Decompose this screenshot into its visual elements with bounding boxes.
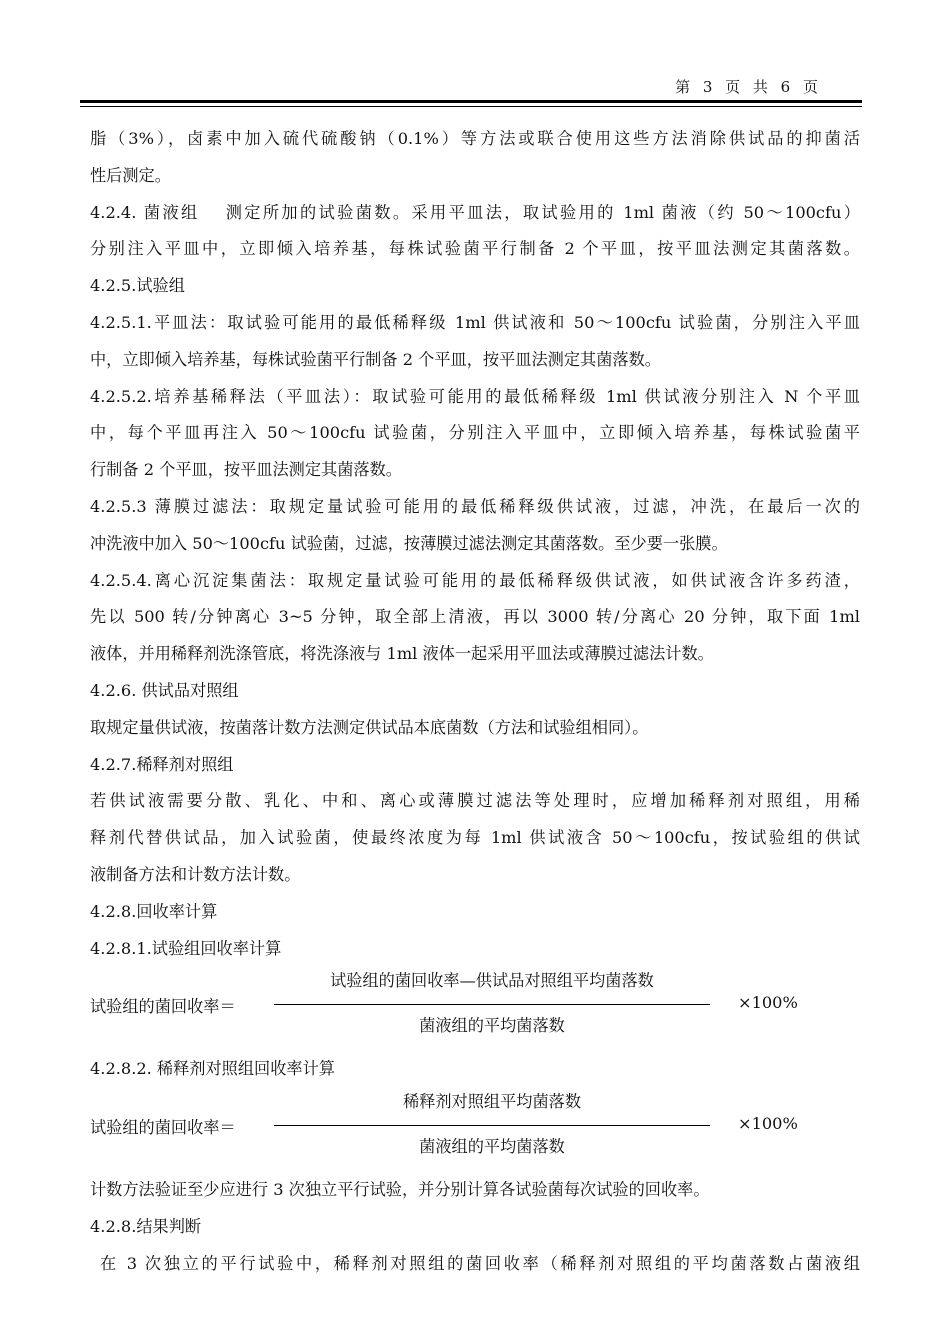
header-rule-thin xyxy=(80,106,862,107)
text-line: 释剂代替供试品，加入试验菌，使最终浓度为每 1ml 供试液含 50～100cfu，按试验组的供试 xyxy=(90,828,860,848)
section-heading: 4.2.8.1.试验组回收率计算 xyxy=(90,938,282,958)
text-line: 在 3 次独立的平行试验中，稀释剂对照组的菌回收率（稀释剂对照组的平均菌落数占菌液组 xyxy=(100,1253,860,1273)
text-line: 性后测定。 xyxy=(90,165,171,185)
text-line: 分别注入平皿中，立即倾入培养基，每株试验菌平行制备 2 个平皿，按平皿法测定其菌落数。 xyxy=(90,239,860,259)
formula-diluent-group-recovery xyxy=(90,1088,860,1172)
text-line: 4.2.5.1.平皿法：取试验可能用的最低稀释级 1ml 供试液和 50～100cfu 试验菌，分别注入平皿 xyxy=(90,312,860,332)
page-number: 第 3 页 共 6 页 xyxy=(675,78,822,96)
text-line: 中，立即倾入培养基，每株试验菌平行制备 2 个平皿，按平皿法测定其菌落数。 xyxy=(90,349,661,369)
text-line: 4.2.5.2.培养基稀释法（平皿法）：取试验可能用的最低稀释级 1ml 供试液分别注入 N 个平皿 xyxy=(90,386,860,406)
formula-numerator: 试验组的菌回收率—供试品对照组平均菌落数 xyxy=(330,971,654,991)
formula-numerator: 稀释剂对照组平均菌落数 xyxy=(402,1092,582,1112)
formula-lhs: 试验组的菌回收率＝ xyxy=(90,997,236,1017)
section-heading: 4.2.8.结果判断 xyxy=(90,1216,202,1236)
section-heading: 4.2.6. 供试品对照组 xyxy=(90,680,239,700)
text-line: 取规定量供试液，按菌落计数方法测定供试品本底菌数（方法和试验组相同）。 xyxy=(90,717,649,737)
text-line: 脂（3%），卤素中加入硫代硫酸钠（0.1%）等方法或联合使用这些方法消除供试品的抑菌活 xyxy=(90,129,860,148)
text-line: 4.2.5.3 薄膜过滤法：取规定量试验可能用的最低稀释级供试液，过滤，冲洗，在最后一次的 xyxy=(90,496,860,516)
text-line: 先以 500 转/分钟离心 3~5 分钟，取全部上清液，再以 3000 转/分离心 20 分钟，取下面 1ml xyxy=(90,607,860,627)
header-rule-thick xyxy=(80,100,862,103)
text-line: 液制备方法和计数方法计数。 xyxy=(90,864,301,884)
text-line: 行制备 2 个平皿，按平皿法测定其菌落数。 xyxy=(90,460,402,480)
fraction-bar xyxy=(274,1004,710,1005)
document-body xyxy=(90,121,860,1283)
text-line: 冲洗液中加入 50～100cfu 试验菌，过滤，按薄膜过滤法测定其菌落数。至少要一张膜。 xyxy=(90,533,728,553)
text-line: 计数方法验证至少应进行 3 次独立平行试验，并分别计算各试验菌每次试验的回收率。 xyxy=(90,1180,710,1200)
text-line: 4.2.5.4.离心沉淀集菌法：取规定量试验可能用的最低稀释级供试液，如供试液含许多药渣， xyxy=(90,570,860,590)
section-heading: 4.2.7.稀释剂对照组 xyxy=(90,754,234,774)
formula-denominator: 菌液组的平均菌落数 xyxy=(419,1016,565,1036)
section-heading: 4.2.5.试验组 xyxy=(90,276,185,296)
text-line: 若供试液需要分散、乳化、中和、离心或薄膜过滤法等处理时，应增加稀释剂对照组，用稀 xyxy=(90,791,860,811)
formula-rhs: ×100% xyxy=(738,1114,798,1134)
formula-lhs: 试验组的菌回收率＝ xyxy=(90,1118,236,1138)
fraction-bar xyxy=(274,1125,710,1126)
formula-rhs: ×100% xyxy=(738,993,798,1013)
section-heading: 4.2.8.回收率计算 xyxy=(90,901,218,921)
text-line: 液体，并用稀释剂洗涤管底，将洗涤液与 1ml 液体一起采用平皿法或薄膜过滤法计数。 xyxy=(90,644,714,664)
text-line: 4.2.4. 菌液组 测定所加的试验菌数。采用平皿法，取试验用的 1ml 菌液（约 50～100cfu） xyxy=(90,202,860,222)
section-heading: 4.2.8.2. 稀释剂对照组回收率计算 xyxy=(90,1059,335,1079)
formula-test-group-recovery xyxy=(90,967,860,1051)
text-line: 中，每个平皿再注入 50～100cfu 试验菌，分别注入平皿中，立即倾入培养基，每株试验菌平 xyxy=(90,423,860,443)
formula-denominator: 菌液组的平均菌落数 xyxy=(419,1137,565,1157)
